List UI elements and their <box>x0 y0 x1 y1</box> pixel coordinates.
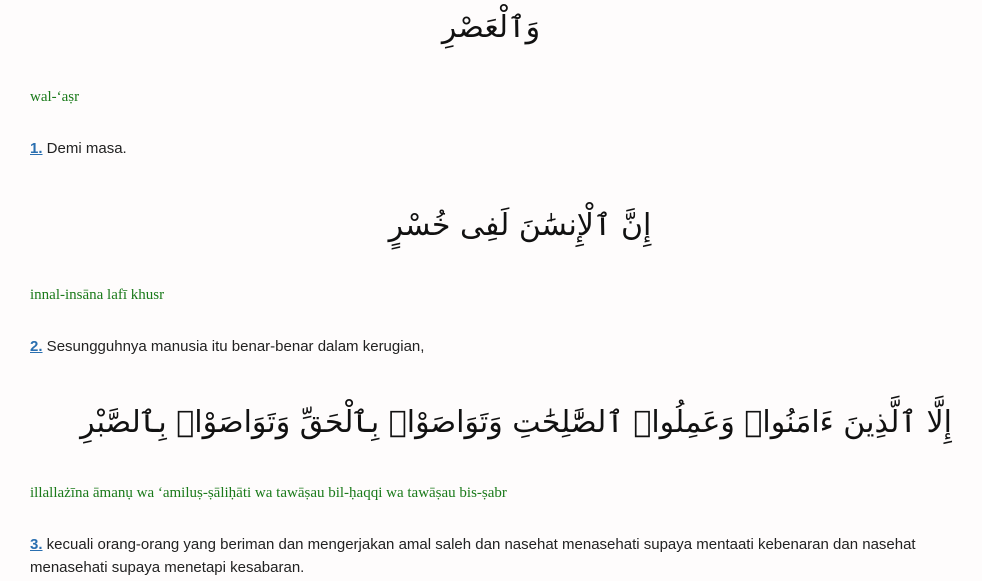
verse-2-transliteration: innal-insāna lafī khusr <box>30 287 165 303</box>
verse-3-arabic: إِلَّا ٱلَّذِينَ ءَامَنُوا۟ وَعَمِلُوا۟ ٱلصَّٰلِحَٰتِ وَتَوَاصَوْا۟ بِٱلْحَقِّ وَتَوَاصَوْا۟ بِٱلصَّبْرِ <box>80 405 952 440</box>
verse-1-number-link[interactable]: 1. <box>30 140 43 157</box>
verse-3-translation-text: kecuali orang-orang yang beriman dan mengerjakan amal saleh dan nasehat menasehati supaya mentaati kebenaran dan nasehat menasehati supaya menetapi kesabaran. <box>30 536 916 576</box>
verse-2-translation-text: Sesungguhnya manusia itu benar-benar dalam kerugian, <box>42 338 425 355</box>
verse-2-translation <box>30 335 424 358</box>
verse-3-translation <box>30 533 980 579</box>
verse-2-number-link[interactable]: 2. <box>30 338 43 355</box>
verse-2-arabic: إِنَّ ٱلْإِنسَٰنَ لَفِى خُسْرٍ <box>388 208 652 243</box>
verse-1-translation-text: Demi masa. <box>42 140 127 157</box>
verse-1-transliteration: wal-‘aṣr <box>30 89 80 105</box>
verse-3-transliteration: illallażīna āmanụ wa ‘amiluṣ-ṣāliḥāti wa tawāṣau bil-ḥaqqi wa tawāṣau bis-ṣabr <box>30 485 507 501</box>
verse-1-translation <box>30 137 127 160</box>
verse-1-arabic: وَٱلْعَصْرِ <box>441 10 541 45</box>
verse-3-number-link[interactable]: 3. <box>30 536 43 553</box>
